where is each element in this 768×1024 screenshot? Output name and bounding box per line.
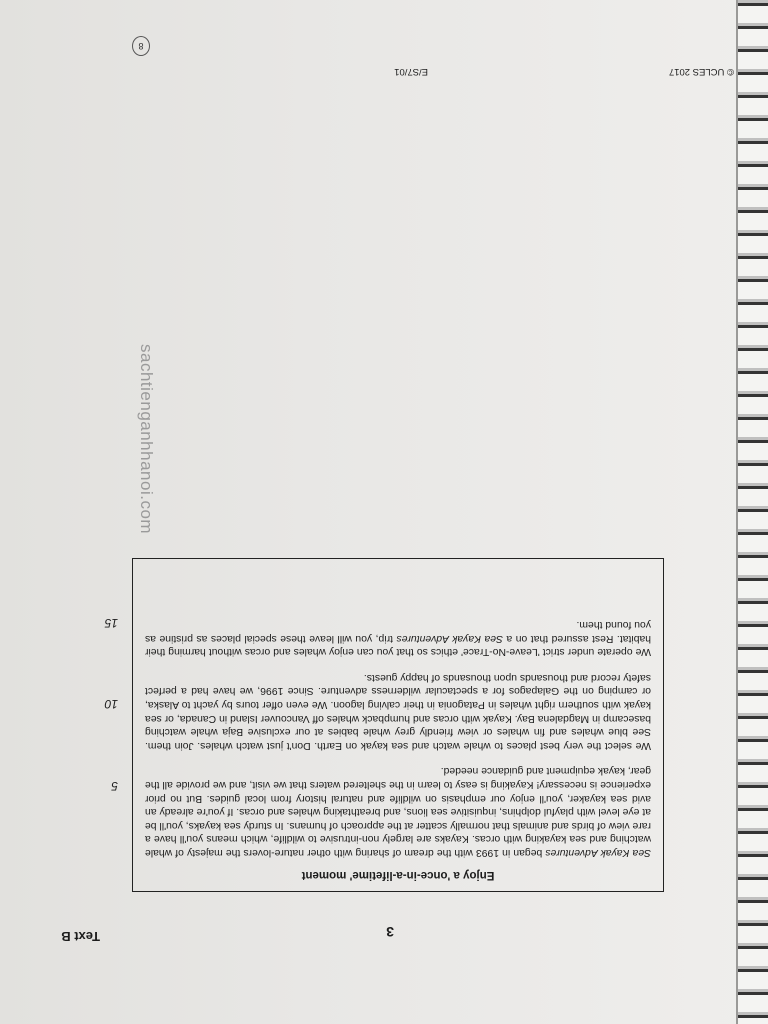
page-edge [736, 0, 738, 1024]
paragraph-2 [145, 670, 651, 752]
paragraph-3-italic: Sea Kayak Adventures [396, 632, 503, 644]
passage-title: Enjoy a 'once-in-a-lifetime' moment [301, 869, 495, 881]
paragraph-1-text: began in 1993 with the dream of sharing with other nature-lovers the majesty of whale watching and sea kayaking with orcas. Kayaks are largely non-intrusive to wildlife, which means you'll have a rare view of birds and animals that normally scatter at the approach of humans. In sturdy sea kayaks, you'll be at eye level with playful dolphins, inquisitive sea lions, and breathtaking whales and orcas. If you're already an avid sea kayaker, you'll enjoy our emphasis on wildlife and natural history from local guides. But no prior experience is necessary! Kayaking is easy to learn in the sheltered waters that we visit, and we provide all the gear, kayak equipment and guidance needed. [145, 765, 651, 858]
paragraph-1-italic-lead: Sea Kayak Adventures [545, 847, 651, 858]
paragraph-3 [145, 618, 651, 659]
page-number: 3 [386, 924, 394, 940]
footer-code: E/S7/01 [394, 66, 428, 77]
handwritten-mark: 8 [132, 36, 150, 56]
line-number-15: 15 [104, 616, 118, 630]
footer-copyright: © UCLES 2017 [668, 66, 734, 77]
line-number-10: 10 [104, 697, 118, 711]
paragraph-3-text-before: We operate under strict 'Leave-No-Trace' ethics so that you can enjoy whales and orcas without harming their habitat. Rest assured that on a [145, 632, 651, 658]
spiral-binding [736, 0, 768, 1024]
line-number-5: 5 [111, 779, 118, 793]
section-label: Text B [61, 929, 100, 944]
paragraph-2-text: We select the very best places to whale watch and sea kayak on Earth. Don't just watch whales. Join them. See blue whales and fin whales or view friendly grey whale babies at our exclusive Baja whale watching basecamp in Magdalena Bay. Kayak with orcas and humpback whales off Vancouver Island in Canada, or sea kayak with southern right whales in Patagonia in their calving lagoon. We even offer tours by yacht to Alaska, or camping on the Galapagos for a spectacular wilderness adventure. Since 1996, we have had a perfect safety record and thousands upon thousands of happy guests. [145, 671, 651, 751]
watermark: sachtienganhhanoi.com [137, 344, 156, 535]
passage-box [132, 558, 664, 892]
paragraph-1 [145, 764, 651, 859]
paragraph-3-text-after: trip, you will leave these special places as pristine as you found them. [145, 619, 651, 644]
